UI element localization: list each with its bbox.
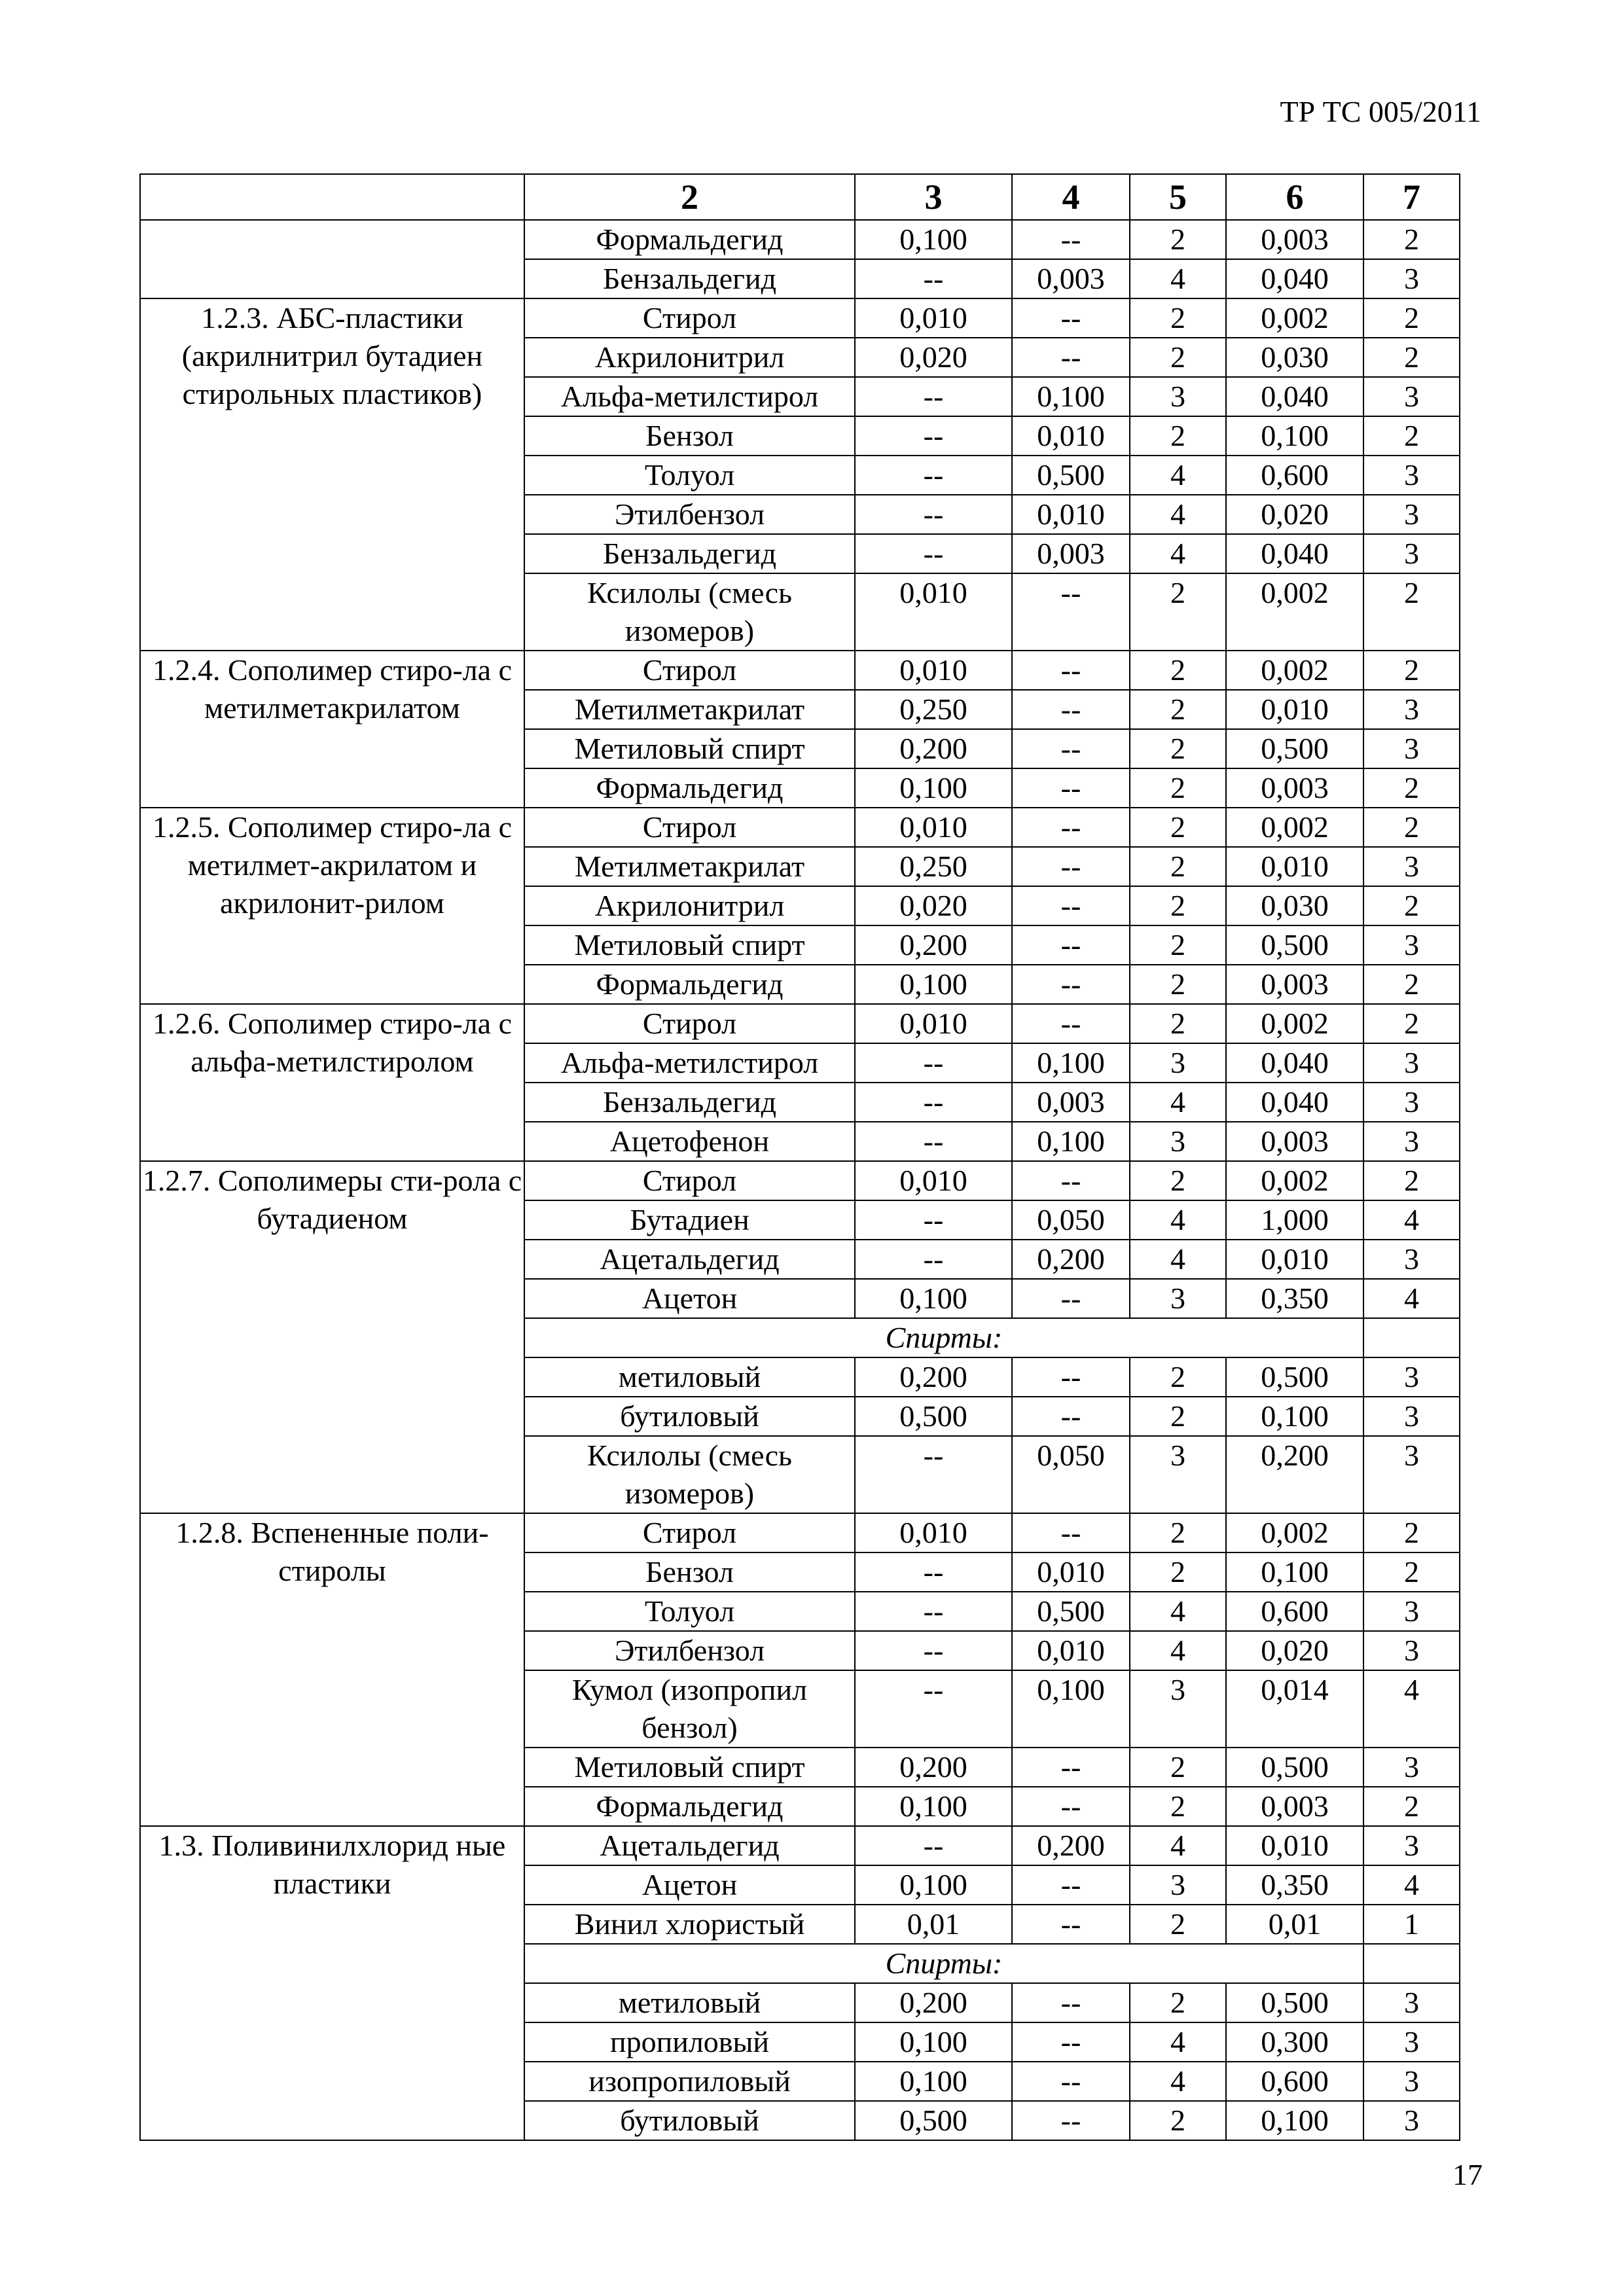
value-cell-c7: 3 [1363,925,1460,965]
value-cell-c6: 0,01 [1226,1905,1363,1944]
substance-name-cell: Стирол [524,298,855,338]
material-group-cell: 1.2.3. АБС-пластики (акрилнитрил бутадиен стирольных пластиков) [140,298,524,651]
value-cell-c3: -- [855,1631,1012,1670]
value-cell-c5: 2 [1130,847,1226,886]
value-cell-c6: 0,100 [1226,1552,1363,1592]
subheader-cell: Спирты: [524,1944,1363,1983]
value-cell-c3: 0,020 [855,338,1012,377]
column-header: 3 [855,174,1012,220]
substance-name-cell: Стирол [524,651,855,690]
value-cell-c4: -- [1012,768,1130,808]
value-cell-c6: 0,014 [1226,1670,1363,1748]
value-cell-c6: 0,500 [1226,1983,1363,2022]
value-cell-c3: -- [855,377,1012,416]
value-cell-c7: 2 [1363,1513,1460,1552]
value-cell-c7: 3 [1363,2062,1460,2101]
value-cell-c5: 2 [1130,808,1226,847]
substance-name-cell: бутиловый [524,1397,855,1436]
substance-name-cell: Метилметакрилат [524,690,855,729]
table-row [140,220,1460,259]
value-cell-c5: 4 [1130,1592,1226,1631]
substance-name-cell: Стирол [524,808,855,847]
substance-name-cell: Акрилонитрил [524,338,855,377]
value-cell-c4: 0,100 [1012,377,1130,416]
value-cell-c5: 2 [1130,1787,1226,1826]
value-cell-c6: 0,003 [1226,965,1363,1004]
value-cell-c5: 4 [1130,1240,1226,1279]
substance-name-cell: Бензальдегид [524,1083,855,1122]
value-cell-c6: 0,600 [1226,1592,1363,1631]
value-cell-c4: 0,050 [1012,1436,1130,1513]
substance-name-cell: Формальдегид [524,768,855,808]
material-group-cell: 1.2.7. Сополимеры сти-рола с бутадиеном [140,1161,524,1513]
value-cell-c5: 4 [1130,1200,1226,1240]
substance-name-cell: Формальдегид [524,965,855,1004]
value-cell-c3: 0,200 [855,925,1012,965]
value-cell-c4: 0,010 [1012,1631,1130,1670]
substance-name-cell: бутиловый [524,2101,855,2140]
value-cell-c5: 2 [1130,690,1226,729]
value-cell-c7: 3 [1363,377,1460,416]
value-cell-c6: 0,020 [1226,1631,1363,1670]
value-cell-c7: 3 [1363,2022,1460,2062]
value-cell-c4: -- [1012,573,1130,651]
value-cell-c6: 0,002 [1226,1004,1363,1043]
empty-cell [1363,1944,1460,1983]
table-row [140,1004,1460,1043]
value-cell-c3: -- [855,1200,1012,1240]
value-cell-c3: 0,250 [855,690,1012,729]
substance-name-cell: Формальдегид [524,1787,855,1826]
value-cell-c3: -- [855,1083,1012,1122]
value-cell-c5: 4 [1130,1826,1226,1865]
table-row [140,1826,1460,1865]
value-cell-c7: 2 [1363,1004,1460,1043]
value-cell-c6: 0,003 [1226,220,1363,259]
value-cell-c4: -- [1012,2022,1130,2062]
substance-name-cell: Метиловый спирт [524,925,855,965]
value-cell-c3: 0,010 [855,1513,1012,1552]
value-cell-c6: 0,500 [1226,1748,1363,1787]
value-cell-c6: 0,040 [1226,1083,1363,1122]
substance-name-cell: пропиловый [524,2022,855,2062]
value-cell-c6: 0,200 [1226,1436,1363,1513]
value-cell-c7: 3 [1363,1357,1460,1397]
column-header [140,174,524,220]
value-cell-c3: 0,010 [855,1161,1012,1200]
value-cell-c3: 0,200 [855,1748,1012,1787]
subheader-cell: Спирты: [524,1318,1363,1357]
value-cell-c7: 3 [1363,847,1460,886]
material-group-cell: 1.2.4. Сополимер стиро-ла с метилметакрилатом [140,651,524,808]
value-cell-c4: -- [1012,1397,1130,1436]
value-cell-c6: 0,003 [1226,768,1363,808]
value-cell-c4: -- [1012,298,1130,338]
material-group-cell: 1.2.8. Вспененные поли-стиролы [140,1513,524,1826]
value-cell-c5: 2 [1130,220,1226,259]
value-cell-c3: 0,100 [855,2022,1012,2062]
value-cell-c3: 0,100 [855,1787,1012,1826]
value-cell-c4: -- [1012,1279,1130,1318]
value-cell-c5: 2 [1130,651,1226,690]
value-cell-c6: 0,100 [1226,416,1363,456]
value-cell-c3: 0,100 [855,2062,1012,2101]
value-cell-c4: -- [1012,1865,1130,1905]
value-cell-c7: 3 [1363,1122,1460,1161]
value-cell-c5: 3 [1130,1670,1226,1748]
value-cell-c5: 2 [1130,1513,1226,1552]
table-body [140,220,1460,2140]
value-cell-c4: -- [1012,1748,1130,1787]
value-cell-c3: -- [855,1436,1012,1513]
table-row [140,808,1460,847]
value-cell-c7: 2 [1363,1161,1460,1200]
value-cell-c6: 0,002 [1226,651,1363,690]
substance-name-cell: Ацетальдегид [524,1240,855,1279]
material-group-cell: 1.2.5. Сополимер стиро-ла с метилмет-акрилатом и акрилонит-рилом [140,808,524,1004]
value-cell-c3: -- [855,1826,1012,1865]
value-cell-c3: -- [855,456,1012,495]
value-cell-c6: 0,500 [1226,729,1363,768]
value-cell-c4: -- [1012,1513,1130,1552]
value-cell-c6: 0,040 [1226,534,1363,573]
value-cell-c6: 0,040 [1226,259,1363,298]
value-cell-c3: -- [855,1552,1012,1592]
substance-name-cell: Этилбензол [524,495,855,534]
value-cell-c4: 0,100 [1012,1122,1130,1161]
value-cell-c4: 0,100 [1012,1043,1130,1083]
value-cell-c7: 3 [1363,1631,1460,1670]
value-cell-c3: -- [855,534,1012,573]
value-cell-c5: 3 [1130,377,1226,416]
column-header: 4 [1012,174,1130,220]
value-cell-c6: 0,010 [1226,847,1363,886]
column-header: 5 [1130,174,1226,220]
value-cell-c3: 0,100 [855,220,1012,259]
value-cell-c7: 3 [1363,690,1460,729]
value-cell-c3: -- [855,1043,1012,1083]
value-cell-c6: 0,030 [1226,886,1363,925]
value-cell-c5: 3 [1130,1122,1226,1161]
value-cell-c3: -- [855,1240,1012,1279]
value-cell-c3: 0,500 [855,2101,1012,2140]
value-cell-c6: 0,010 [1226,1826,1363,1865]
value-cell-c7: 2 [1363,1787,1460,1826]
substance-name-cell: метиловый [524,1357,855,1397]
value-cell-c7: 4 [1363,1865,1460,1905]
value-cell-c6: 0,020 [1226,495,1363,534]
value-cell-c6: 0,350 [1226,1865,1363,1905]
value-cell-c3: -- [855,259,1012,298]
value-cell-c3: 0,100 [855,1865,1012,1905]
value-cell-c7: 3 [1363,2101,1460,2140]
value-cell-c4: -- [1012,925,1130,965]
page-number: 17 [1453,2158,1483,2191]
value-cell-c4: 0,200 [1012,1826,1130,1865]
value-cell-c6: 0,500 [1226,925,1363,965]
value-cell-c3: -- [855,495,1012,534]
value-cell-c5: 2 [1130,573,1226,651]
value-cell-c7: 2 [1363,965,1460,1004]
value-cell-c4: 0,200 [1012,1240,1130,1279]
value-cell-c4: -- [1012,651,1130,690]
value-cell-c5: 2 [1130,1983,1226,2022]
value-cell-c6: 0,002 [1226,1161,1363,1200]
value-cell-c7: 2 [1363,886,1460,925]
value-cell-c3: 0,100 [855,768,1012,808]
value-cell-c4: -- [1012,2062,1130,2101]
value-cell-c5: 4 [1130,1083,1226,1122]
value-cell-c4: -- [1012,808,1130,847]
value-cell-c5: 4 [1130,495,1226,534]
value-cell-c4: 0,100 [1012,1670,1130,1748]
value-cell-c3: 0,200 [855,729,1012,768]
substance-name-cell: Стирол [524,1161,855,1200]
substance-name-cell: Стирол [524,1004,855,1043]
substance-name-cell: Бутадиен [524,1200,855,1240]
value-cell-c3: 0,500 [855,1397,1012,1436]
value-cell-c5: 2 [1130,1357,1226,1397]
value-cell-c4: -- [1012,1787,1130,1826]
substance-name-cell: Формальдегид [524,220,855,259]
column-header-row [140,174,1460,220]
substance-name-cell: Альфа-метилстирол [524,377,855,416]
value-cell-c6: 0,100 [1226,2101,1363,2140]
substance-name-cell: Метиловый спирт [524,1748,855,1787]
value-cell-c6: 1,000 [1226,1200,1363,1240]
substance-name-cell: Ацетон [524,1865,855,1905]
substance-name-cell: Винил хлористый [524,1905,855,1944]
value-cell-c4: -- [1012,220,1130,259]
value-cell-c5: 3 [1130,1279,1226,1318]
value-cell-c6: 0,350 [1226,1279,1363,1318]
substance-name-cell: Метилметакрилат [524,847,855,886]
value-cell-c4: -- [1012,1905,1130,1944]
table-row [140,1513,1460,1552]
value-cell-c6: 0,040 [1226,377,1363,416]
value-cell-c6: 0,030 [1226,338,1363,377]
value-cell-c5: 2 [1130,1748,1226,1787]
value-cell-c7: 3 [1363,1043,1460,1083]
value-cell-c7: 3 [1363,1983,1460,2022]
value-cell-c3: 0,010 [855,808,1012,847]
value-cell-c4: -- [1012,690,1130,729]
material-group-cell: 1.3. Поливинилхлорид ные пластики [140,1826,524,2140]
hygiene-limits-table [139,173,1460,2141]
value-cell-c3: -- [855,1592,1012,1631]
value-cell-c5: 2 [1130,768,1226,808]
value-cell-c5: 2 [1130,1004,1226,1043]
value-cell-c7: 2 [1363,338,1460,377]
substance-name-cell: Толуол [524,1592,855,1631]
value-cell-c3: 0,100 [855,1279,1012,1318]
value-cell-c6: 0,500 [1226,1357,1363,1397]
value-cell-c6: 0,600 [1226,456,1363,495]
value-cell-c6: 0,300 [1226,2022,1363,2062]
value-cell-c6: 0,600 [1226,2062,1363,2101]
value-cell-c3: -- [855,416,1012,456]
value-cell-c5: 2 [1130,416,1226,456]
value-cell-c3: 0,100 [855,965,1012,1004]
value-cell-c5: 4 [1130,2062,1226,2101]
value-cell-c4: 0,500 [1012,456,1130,495]
value-cell-c5: 3 [1130,1043,1226,1083]
substance-name-cell: Акрилонитрил [524,886,855,925]
value-cell-c7: 3 [1363,1083,1460,1122]
value-cell-c5: 2 [1130,2101,1226,2140]
value-cell-c4: -- [1012,2101,1130,2140]
value-cell-c7: 2 [1363,416,1460,456]
value-cell-c6: 0,010 [1226,690,1363,729]
value-cell-c3: 0,250 [855,847,1012,886]
value-cell-c5: 4 [1130,1631,1226,1670]
substance-name-cell: Бензальдегид [524,259,855,298]
value-cell-c4: 0,003 [1012,534,1130,573]
substance-name-cell: Ацетальдегид [524,1826,855,1865]
substance-name-cell: Бензол [524,1552,855,1592]
value-cell-c3: 0,010 [855,651,1012,690]
value-cell-c5: 4 [1130,259,1226,298]
value-cell-c6: 0,002 [1226,573,1363,651]
value-cell-c4: -- [1012,729,1130,768]
substance-name-cell: Толуол [524,456,855,495]
value-cell-c6: 0,003 [1226,1122,1363,1161]
value-cell-c4: 0,050 [1012,1200,1130,1240]
substance-name-cell: Ацетон [524,1279,855,1318]
table-row [140,651,1460,690]
value-cell-c7: 4 [1363,1200,1460,1240]
value-cell-c7: 2 [1363,220,1460,259]
value-cell-c3: 0,010 [855,298,1012,338]
value-cell-c5: 4 [1130,456,1226,495]
value-cell-c4: -- [1012,1161,1130,1200]
value-cell-c5: 2 [1130,1905,1226,1944]
substance-name-cell: изопропиловый [524,2062,855,2101]
value-cell-c4: -- [1012,1004,1130,1043]
value-cell-c3: 0,200 [855,1357,1012,1397]
value-cell-c6: 0,040 [1226,1043,1363,1083]
value-cell-c5: 2 [1130,298,1226,338]
value-cell-c5: 3 [1130,1865,1226,1905]
value-cell-c7: 2 [1363,651,1460,690]
value-cell-c4: 0,010 [1012,495,1130,534]
value-cell-c5: 2 [1130,1552,1226,1592]
value-cell-c7: 2 [1363,808,1460,847]
value-cell-c7: 2 [1363,1552,1460,1592]
value-cell-c7: 2 [1363,573,1460,651]
value-cell-c5: 4 [1130,534,1226,573]
column-header: 7 [1363,174,1460,220]
value-cell-c4: 0,003 [1012,259,1130,298]
value-cell-c7: 1 [1363,1905,1460,1944]
value-cell-c5: 2 [1130,886,1226,925]
value-cell-c6: 0,003 [1226,1787,1363,1826]
value-cell-c7: 3 [1363,1592,1460,1631]
substance-name-cell: Кумол (изопропил бензол) [524,1670,855,1748]
value-cell-c6: 0,002 [1226,1513,1363,1552]
value-cell-c3: -- [855,1122,1012,1161]
substance-name-cell: Этилбензол [524,1631,855,1670]
value-cell-c4: 0,010 [1012,416,1130,456]
value-cell-c6: 0,002 [1226,808,1363,847]
value-cell-c7: 2 [1363,298,1460,338]
value-cell-c3: 0,010 [855,573,1012,651]
value-cell-c3: 0,020 [855,886,1012,925]
value-cell-c4: -- [1012,338,1130,377]
value-cell-c4: 0,500 [1012,1592,1130,1631]
value-cell-c6: 0,100 [1226,1397,1363,1436]
value-cell-c3: 0,200 [855,1983,1012,2022]
table-row [140,1161,1460,1200]
value-cell-c5: 3 [1130,1436,1226,1513]
value-cell-c5: 2 [1130,729,1226,768]
document-code: ТР ТС 005/2011 [1280,95,1481,128]
value-cell-c4: 0,003 [1012,1083,1130,1122]
value-cell-c7: 3 [1363,729,1460,768]
substance-name-cell: Бензальдегид [524,534,855,573]
column-header: 6 [1226,174,1363,220]
value-cell-c3: 0,01 [855,1905,1012,1944]
value-cell-c3: -- [855,1670,1012,1748]
substance-name-cell: Метиловый спирт [524,729,855,768]
material-group-cell: 1.2.6. Сополимер стиро-ла с альфа-метилстиролом [140,1004,524,1161]
empty-cell [1363,1318,1460,1357]
value-cell-c7: 2 [1363,768,1460,808]
value-cell-c7: 3 [1363,259,1460,298]
value-cell-c7: 3 [1363,1748,1460,1787]
value-cell-c5: 2 [1130,925,1226,965]
value-cell-c4: -- [1012,1983,1130,2022]
value-cell-c7: 3 [1363,1436,1460,1513]
value-cell-c5: 4 [1130,2022,1226,2062]
substance-name-cell: Альфа-метилстирол [524,1043,855,1083]
value-cell-c7: 4 [1363,1279,1460,1318]
substance-name-cell: Ацетофенон [524,1122,855,1161]
value-cell-c4: -- [1012,1357,1130,1397]
value-cell-c4: -- [1012,847,1130,886]
value-cell-c4: -- [1012,965,1130,1004]
value-cell-c7: 3 [1363,1397,1460,1436]
value-cell-c7: 4 [1363,1670,1460,1748]
value-cell-c4: -- [1012,886,1130,925]
table-row [140,298,1460,338]
substance-name-cell: Ксилолы (смесь изомеров) [524,1436,855,1513]
value-cell-c7: 3 [1363,1826,1460,1865]
value-cell-c6: 0,010 [1226,1240,1363,1279]
substance-name-cell: Ксилолы (смесь изомеров) [524,573,855,651]
value-cell-c7: 3 [1363,495,1460,534]
substance-name-cell: Стирол [524,1513,855,1552]
value-cell-c5: 2 [1130,1161,1226,1200]
value-cell-c6: 0,002 [1226,298,1363,338]
value-cell-c5: 2 [1130,965,1226,1004]
value-cell-c5: 2 [1130,1397,1226,1436]
value-cell-c4: 0,010 [1012,1552,1130,1592]
value-cell-c7: 3 [1363,456,1460,495]
substance-name-cell: метиловый [524,1983,855,2022]
column-header: 2 [524,174,855,220]
value-cell-c7: 3 [1363,1240,1460,1279]
value-cell-c5: 2 [1130,338,1226,377]
value-cell-c3: 0,010 [855,1004,1012,1043]
material-group-cell [140,220,524,298]
value-cell-c7: 3 [1363,534,1460,573]
substance-name-cell: Бензол [524,416,855,456]
